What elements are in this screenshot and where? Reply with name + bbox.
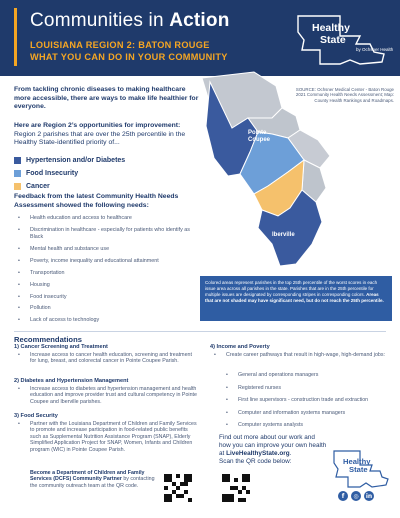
logo-byline: by Ochsner Health <box>356 47 394 52</box>
map-note-text: Colored areas represent parishes in the top 25th percentile of the worst scores in each issue area across all parishes in the state. Parishes that are in the 25th percentile for multiple issues are designated by corresponding stripes in corresponding colors. Areas that are not shaded may have significant need, but do not reach the 25th percentile. <box>205 280 384 303</box>
list-item: • Create career pathways that result in high-wage, high-demand jobs: <box>214 352 390 358</box>
legend-label: Food Insecurity <box>26 169 79 177</box>
priority-legend <box>14 154 200 193</box>
linkedin-icon[interactable]: in <box>365 492 373 500</box>
list-item: • Increase access to diabetes and hypertension management and health education and improve provider trust and cultural competency in Pointe Coupee and Iberville parishes. <box>18 386 198 405</box>
region-subtitle: LOUISIANA REGION 2: BATON ROUGE <box>30 40 210 50</box>
legend-swatch-cancer <box>14 183 21 190</box>
scan-qr-text: Scan the QR code below: <box>219 458 292 465</box>
list-item: • General and operations managers <box>226 372 386 385</box>
section-heading-cancer: 1) Cancer Screening and Treatment <box>14 344 108 350</box>
intro-text: From tackling chronic diseases to making healthcare more accessible, there are ways to make life healthier for everyone. <box>14 86 199 111</box>
list-item: • Partner with the Louisiana Department of Children and Family Services to promote and increase participation in food-related public benefits such as Supplemental Nutrition Assistance Program (SNAP), Elderly Simplified Application Project for SNAP, Women, Infants and Children program (WIC) in Pointe Coupee Parish. <box>18 421 198 453</box>
qr-code-dcfs[interactable] <box>164 474 192 502</box>
list-item: • Food insecurity <box>18 294 200 301</box>
list-item: • Pollution <box>18 305 200 312</box>
list-item: • Computer systems analysts <box>226 422 386 435</box>
legend-item-food-insecurity <box>14 167 200 179</box>
list-item: • Transportation <box>18 270 200 277</box>
website-link[interactable]: LiveHealthyState.org <box>226 449 290 457</box>
footer-logo-state: State <box>349 465 368 474</box>
list-item: • Registered nurses <box>226 385 386 398</box>
legend-swatch-hypertension <box>14 157 21 164</box>
income-list <box>214 352 390 358</box>
label-pointe-coupee <box>248 130 270 144</box>
logo-text-healthy: Healthy <box>312 22 350 34</box>
accent-bar <box>14 8 17 66</box>
legend-swatch-food <box>14 170 21 177</box>
cancer-list <box>18 352 198 365</box>
map-label-line: Pointe <box>248 130 267 136</box>
map-note <box>200 276 392 321</box>
legend-item-hypertension <box>14 154 200 166</box>
list-item: • Poverty, income inequality and educational attainment <box>18 258 200 265</box>
list-item: • Discrimination in healthcare - especially for patients who identify as Black <box>18 227 200 240</box>
page-title: Communities in Action <box>30 10 230 31</box>
facebook-icon[interactable]: f <box>338 491 348 501</box>
feedback-heading: Feedback from the latest Community Health Needs Assessment showed the following needs: <box>14 193 179 209</box>
legend-label: Cancer <box>26 182 50 190</box>
opportunities-text: Here are Region 2’s opportunities for improvement: Region 2 parishes that are over the 25th percentile in the Healthy State-identified priority of... <box>14 122 186 147</box>
section-divider <box>14 331 386 332</box>
tagline-subtitle: WHAT YOU CAN DO IN YOUR COMMUNITY <box>30 52 228 62</box>
list-item: • First line supervisors - construction trade and extraction <box>226 397 386 410</box>
label-iberville: Iberville <box>272 232 295 238</box>
legend-label: Hypertension and/or Diabetes <box>26 156 126 164</box>
dcfs-partner-text: Become a Department of Children and Family Services (DCFS) Community Partner by contacting the community outreach team at the QR code. <box>30 470 155 489</box>
section-heading-income: 4) Income and Poverty <box>210 344 270 350</box>
page-header <box>0 0 400 76</box>
qr-code-website[interactable] <box>222 474 250 502</box>
needs-list <box>18 215 200 329</box>
list-item: • Housing <box>18 282 200 289</box>
recommendations-title: Recommendations <box>14 335 82 344</box>
logo-text-state: State <box>320 34 346 46</box>
social-links <box>338 491 374 501</box>
section-heading-food: 3) Food Security <box>14 413 58 419</box>
legend-item-cancer <box>14 180 200 192</box>
instagram-icon[interactable]: ◎ <box>351 491 361 501</box>
map-label-line: Coupee <box>248 137 271 143</box>
list-item: • Computer and information systems managers <box>226 410 386 423</box>
list-item: • Lack of access to technology <box>18 317 200 324</box>
career-list <box>226 372 386 435</box>
find-out-more-text: Find out more about our work and how you can improve your own health at LiveHealthyState.org. <box>219 434 327 457</box>
section-heading-diabetes: 2) Diabetes and Hypertension Management <box>14 378 129 384</box>
diabetes-list <box>18 386 198 405</box>
map-source: SOURCE: Ochsner Medical Center - Baton Rouge 2021 Community Health Needs Assessment; Map: County Health Rankings and Roadmaps. <box>295 87 394 103</box>
food-list <box>18 421 198 453</box>
list-item: • Health education and access to healthcare <box>18 215 200 222</box>
list-item: • Increase access to cancer health education, screening and treatment for lung, breast, and colorectal cancer in Pointe Coupee Parish. <box>18 352 198 365</box>
list-item: • Mental health and substance use <box>18 246 200 253</box>
footer-logo-healthy: Healthy <box>343 457 371 466</box>
